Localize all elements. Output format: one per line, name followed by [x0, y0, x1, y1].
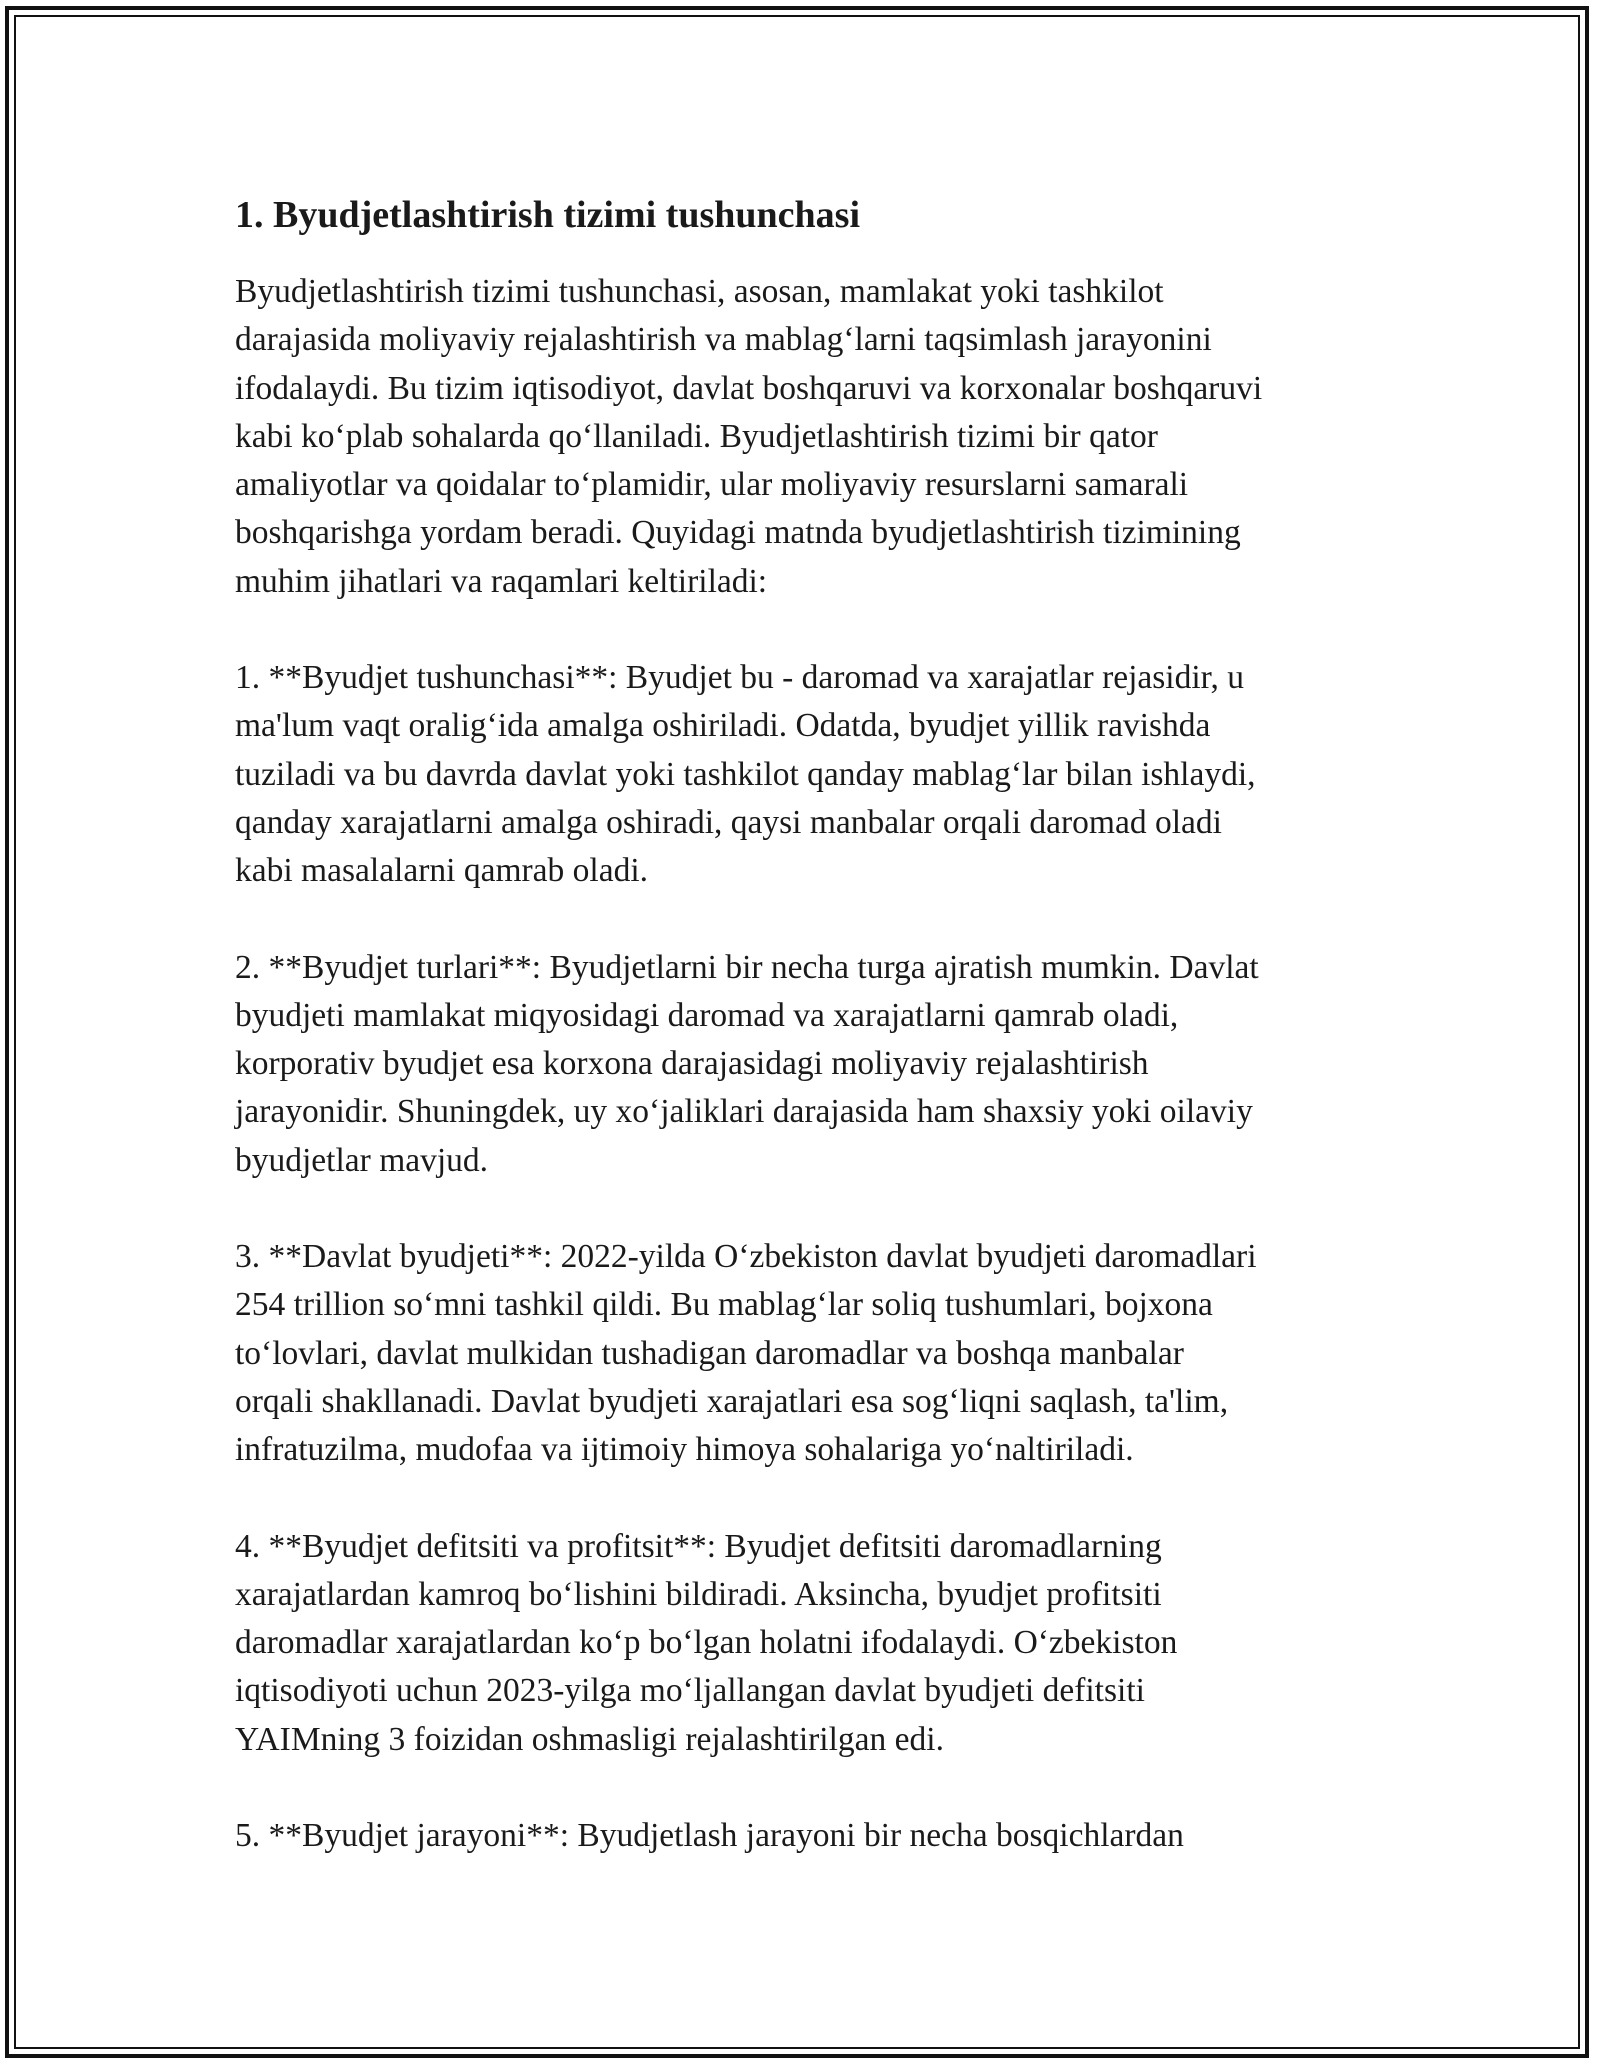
text-line: kabi ko‘plab sohalarda qo‘llaniladi. Byudjetlashtirish tizimi bir qator [235, 417, 1158, 455]
section-paragraph-4 [235, 1523, 1375, 1764]
text-line: xarajatlardan kamroq bo‘lishini bildiradi. Aksincha, byudjet profitsiti [235, 1575, 1162, 1613]
text-line: 2. **Byudjet turlari**: Byudjetlarni bir necha turga ajratish mumkin. Davlat [235, 948, 1259, 986]
section-paragraph-2 [235, 944, 1375, 1185]
text-line: 1. **Byudjet tushunchasi**: Byudjet bu - daromad va xarajatlar rejasidir, u [235, 659, 1244, 697]
section-paragraph-1 [235, 654, 1375, 895]
document-body [235, 186, 1375, 1908]
text-line: muhim jihatlari va raqamlari keltiriladi: [235, 562, 768, 600]
text-line: amaliyotlar va qoidalar to‘plamidir, ular moliyaviy resurslarni samarali [235, 466, 1189, 504]
text-line: YAIMning 3 foizidan oshmasligi rejalashtirilgan edi. [235, 1720, 944, 1758]
section-paragraph-3 [235, 1233, 1375, 1474]
text-line: kabi masalalarni qamrab oladi. [235, 852, 649, 890]
section-paragraph-5 [235, 1812, 1375, 1860]
text-line: iqtisodiyoti uchun 2023-yilga mo‘ljallangan davlat byudjeti defitsiti [235, 1672, 1145, 1710]
text-line: 5. **Byudjet jarayoni**: Byudjetlash jarayoni bir necha bosqichlardan [235, 1817, 1184, 1855]
text-line: Byudjetlashtirish tizimi tushunchasi, asosan, mamlakat yoki tashkilot [235, 273, 1164, 310]
intro-paragraph [235, 268, 1375, 606]
text-line: tuziladi va bu davrda davlat yoki tashkilot qanday mablag‘lar bilan ishlaydi, [235, 755, 1256, 793]
text-line: daromadlar xarajatlardan ko‘p bo‘lgan holatni ifodalaydi. O‘zbekiston [235, 1624, 1178, 1662]
text-line: jarayonidir. Shuningdek, uy xo‘jaliklari darajasida ham shaxsiy yoki oilaviy [235, 1093, 1253, 1131]
text-line: 254 trillion so‘mni tashkil qildi. Bu mablag‘lar soliq tushumlari, bojxona [235, 1286, 1213, 1324]
text-line: orqali shakllanadi. Davlat byudjeti xarajatlari esa sog‘liqni saqlash, ta'lim, [235, 1382, 1229, 1420]
text-line: ifodalaydi. Bu tizim iqtisodiyot, davlat boshqaruvi va korxonalar boshqaruvi [235, 369, 1263, 407]
text-line: to‘lovlari, davlat mulkidan tushadigan daromadlar va boshqa manbalar [235, 1334, 1184, 1372]
document-title: 1. Byudjetlashtirish tizimi tushunchasi [235, 194, 860, 236]
text-line: boshqarishga yordam beradi. Quyidagi matnda byudjetlashtirish tizimining [235, 514, 1241, 552]
text-line: 4. **Byudjet defitsiti va profitsit**: Byudjet defitsiti daromadlarning [235, 1527, 1162, 1565]
text-line: byudjetlar mavjud. [235, 1141, 489, 1179]
text-line: korporativ byudjet esa korxona darajasidagi moliyaviy rejalashtirish [235, 1045, 1149, 1083]
text-line: 3. **Davlat byudjeti**: 2022-yilda O‘zbekiston davlat byudjeti daromadlari [235, 1238, 1257, 1276]
text-line: ma'lum vaqt oralig‘ida amalga oshiriladi. Odatda, byudjet yillik ravishda [235, 707, 1211, 745]
text-line: infratuzilma, mudofaa va ijtimoiy himoya sohalariga yo‘naltiriladi. [235, 1431, 1134, 1469]
text-line: qanday xarajatlarni amalga oshiradi, qaysi manbalar orqali daromad oladi [235, 803, 1222, 841]
text-line: darajasida moliyaviy rejalashtirish va mablag‘larni taqsimlash jarayonini [235, 321, 1212, 359]
text-line: byudjeti mamlakat miqyosidagi daromad va xarajatlarni qamrab oladi, [235, 996, 1179, 1034]
paragraph-list [235, 268, 1375, 1860]
